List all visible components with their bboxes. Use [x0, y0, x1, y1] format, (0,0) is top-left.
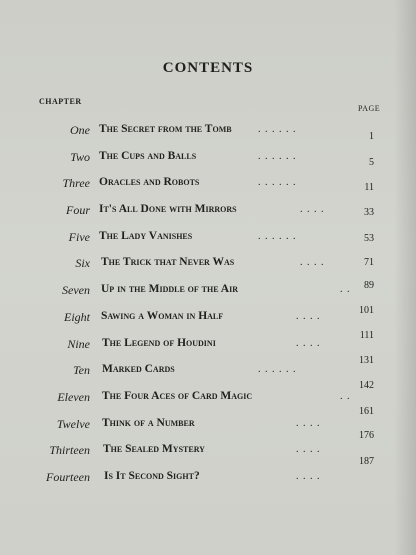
chapter-number: Eleven	[57, 389, 90, 404]
chapter-number: Nine	[67, 336, 90, 351]
chapter-column-header: CHAPTER	[39, 97, 82, 106]
chapter-number: Twelve	[56, 416, 90, 431]
page-number: 131	[359, 355, 374, 367]
list-item	[0, 405, 416, 435]
chapter-number: Thirteen	[49, 443, 90, 458]
page-number: 176	[359, 430, 374, 442]
chapter-title: Marked Cards	[102, 363, 175, 376]
chapter-number: Three	[62, 176, 90, 191]
chapter-title: The Trick that Never Was	[101, 256, 235, 269]
page-column-header: PAGE	[358, 104, 381, 113]
dot-leader: . . . .	[296, 444, 321, 456]
list-item	[0, 167, 416, 194]
chapter-title: Is It Second Sight?	[104, 469, 200, 482]
page-number: 1	[369, 131, 374, 142]
dot-leader: . . . . . .	[258, 150, 297, 162]
chapter-number: Ten	[73, 363, 90, 378]
dot-leader: . . . .	[296, 417, 321, 429]
chapter-title: It's All Done with Mirrors	[99, 203, 237, 216]
dot-leader: . . . . . .	[258, 124, 297, 135]
list-item	[0, 114, 416, 141]
contents-list	[0, 114, 416, 488]
chapter-title: The Cups and Balls	[99, 149, 197, 162]
chapter-number: One	[70, 123, 90, 137]
dot-leader: . . . .	[300, 257, 325, 269]
list-item	[0, 381, 416, 408]
chapter-title: Sawing a Woman in Half	[101, 309, 224, 322]
list-item	[0, 194, 416, 221]
chapter-title: The Sealed Mystery	[103, 443, 205, 456]
page-number: 33	[364, 207, 374, 219]
page-number: 142	[359, 379, 374, 391]
page-number: 11	[364, 182, 374, 194]
chapter-number: Seven	[62, 283, 90, 298]
list-item	[0, 328, 416, 355]
page-title: CONTENTS	[162, 60, 254, 76]
chapter-number: Fourteen	[46, 469, 90, 484]
list-item	[0, 301, 416, 328]
page-number: 5	[369, 156, 374, 168]
list-item	[0, 247, 416, 274]
dot-leader: . . . . . .	[258, 364, 297, 376]
dot-leader: . . . .	[296, 337, 321, 349]
dot-leader: . . . .	[296, 470, 321, 482]
chapter-number: Six	[75, 256, 90, 271]
list-item	[0, 221, 416, 248]
list-item	[0, 274, 416, 301]
chapter-title: The Four Aces of Card Magic	[102, 389, 253, 402]
list-item	[0, 141, 416, 168]
page-number: 161	[359, 405, 374, 417]
dot-leader: . . . .	[296, 310, 321, 322]
chapter-title: The Legend of Houdini	[102, 336, 216, 349]
chapter-title: Think of a Number	[102, 416, 195, 429]
dot-leader: . . . . . .	[258, 177, 297, 189]
chapter-number: Two	[70, 149, 90, 164]
chapter-number: Five	[68, 229, 90, 244]
chapter-number: Four	[66, 203, 90, 218]
page-number: 111	[359, 329, 374, 341]
chapter-title: The Secret from the Tomb	[99, 123, 232, 135]
dot-leader: . . . . . .	[258, 230, 297, 242]
chapter-number: Eight	[64, 309, 90, 324]
page-number: 187	[359, 455, 374, 467]
page-number: 53	[364, 232, 374, 244]
page-number: 89	[364, 280, 374, 292]
chapter-title: Up in the Middle of the Air	[101, 283, 238, 296]
page-number: 101	[359, 304, 374, 316]
chapter-title: The Lady Vanishes	[99, 229, 193, 242]
list-item	[0, 455, 416, 488]
page-number: 71	[364, 257, 374, 269]
list-item	[0, 430, 416, 461]
dot-leader: . . . .	[300, 204, 325, 216]
chapter-title: Oracles and Robots	[99, 176, 200, 189]
list-item	[0, 354, 416, 381]
dot-leader: . .	[340, 390, 351, 402]
dot-leader: . .	[340, 284, 351, 296]
